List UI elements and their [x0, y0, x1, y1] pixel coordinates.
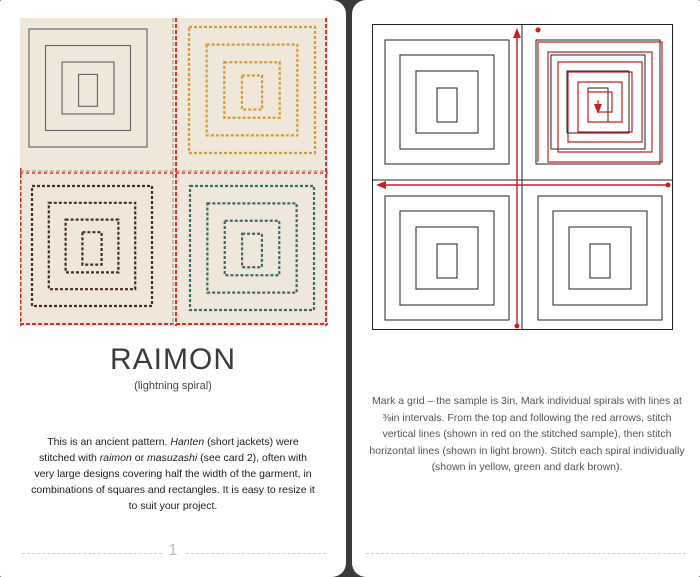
diagram-spiral-top-left-core	[437, 88, 457, 122]
description-term-hanten: Hanten	[170, 436, 205, 448]
pattern-title: RAIMON	[110, 343, 236, 376]
pattern-subtitle: (lightning spiral)	[134, 380, 212, 392]
stitch-instructions: Mark a grid – the sample is 3in. Mark individual spirals with lines at ⅜in intervals. From the top and following the red arrows, stitch vertical lines (shown in red on the stitched sample), then stitch horizontal lines (shown in light brown). Stitch each spiral individually (shown in yellow, green and dark brown).	[369, 395, 685, 473]
left-card	[0, 0, 346, 577]
pattern-description	[30, 434, 316, 514]
diagram-red-spiral-start	[536, 28, 541, 33]
description-text-4: (see card 2), often with very large designs covering half the width of the garment, in combinations of squares and rectangles. It is easy to resize it to suit your project.	[31, 452, 315, 512]
diagram-spiral-bottom-left-ring-2	[400, 211, 494, 305]
diagram-spiral-bottom-left-ring-3	[416, 227, 478, 289]
description-text-2: (short jackets) were stitched with	[39, 436, 299, 464]
diagram-spiral-bottom-right-ring-2	[553, 211, 647, 305]
diagram-spiral-bottom-right-ring-3	[569, 227, 631, 289]
diagram-spiral-bottom-right-ring-1	[538, 196, 662, 320]
stitched-sample-photo	[20, 18, 328, 326]
diagram-red-spiral-path	[538, 42, 662, 162]
diagram-spiral-top-left-ring-2	[400, 55, 494, 149]
diagram-spiral-bottom-left-core	[437, 244, 457, 278]
diagram-red-horizontal-start	[666, 183, 671, 188]
diagram-red-vertical-arrowhead	[513, 28, 521, 38]
diagram-spiral-bottom-right	[538, 196, 662, 320]
page-number: 1	[168, 542, 178, 559]
description-term-raimon: raimon	[99, 452, 132, 464]
diagram-red-horizontal-arrowhead	[376, 181, 386, 189]
description-text-3: or	[131, 452, 148, 464]
diagram-spiral-top-left	[385, 40, 509, 164]
footer-divider	[366, 553, 686, 554]
diagram-spiral-top-left-ring-3	[416, 71, 478, 133]
description-text-1: This is an ancient pattern.	[47, 436, 171, 448]
diagram-spiral-bottom-left	[385, 196, 509, 320]
diagram-spiral-bottom-left-ring-1	[385, 196, 509, 320]
diagram-spiral-top-left-ring-1	[385, 40, 509, 164]
stitched-sample-image	[20, 18, 328, 326]
diagram-spiral-bottom-right-core	[590, 244, 610, 278]
diagram-red-vertical-start	[515, 324, 520, 329]
stitch-diagram	[372, 24, 674, 332]
description-term-masuzashi: masuzashi	[147, 452, 198, 464]
